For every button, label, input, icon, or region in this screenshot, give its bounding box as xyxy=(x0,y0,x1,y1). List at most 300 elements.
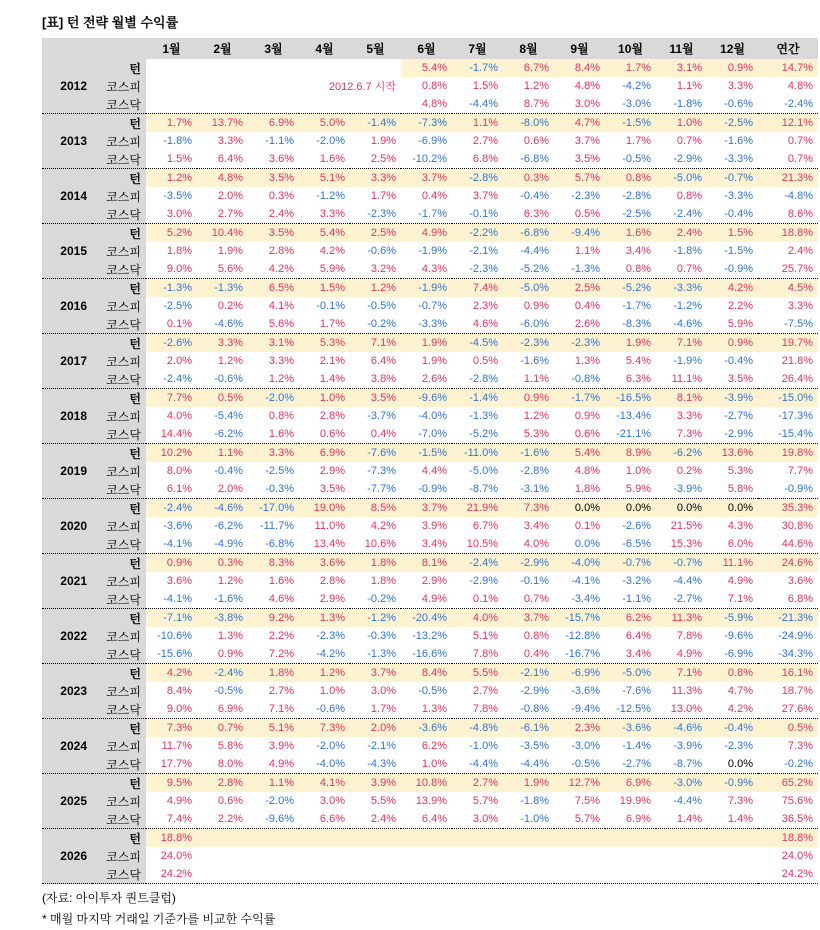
return-cell: -5.2% xyxy=(605,279,656,298)
return-cell: 6.9% xyxy=(625,813,651,825)
series-label: 코스피 xyxy=(92,627,146,645)
return-cell: -6.8% xyxy=(520,153,549,165)
return-cell: 4.2% xyxy=(707,279,758,298)
annual-return-cell: 7.3% xyxy=(787,740,813,752)
annual-return-cell: 27.6% xyxy=(781,703,813,715)
return-cell: 6.9% xyxy=(217,703,243,715)
return-cell: 1.5% xyxy=(299,279,350,298)
return-cell: 3.3% xyxy=(350,169,401,188)
table-row xyxy=(42,279,818,298)
series-label: 턴 xyxy=(92,774,146,793)
return-cell: 0.0% xyxy=(656,499,707,518)
return-cell: -2.3% xyxy=(724,740,753,752)
return-cell: 1.6% xyxy=(605,224,656,243)
return-cell xyxy=(605,847,656,865)
return-cell: 1.9% xyxy=(217,245,243,257)
return-cell: 6.9% xyxy=(605,774,656,793)
return-cell: 11.1% xyxy=(707,554,758,573)
return-cell: -2.9% xyxy=(469,575,498,587)
month-header: 10월 xyxy=(605,38,656,59)
table-row xyxy=(42,315,818,334)
return-cell: 5.6% xyxy=(268,318,294,330)
return-cell: 1.9% xyxy=(370,135,396,147)
return-cell: 4.6% xyxy=(472,318,498,330)
annual-return-cell: 24.6% xyxy=(758,554,818,573)
return-cell: 5.7% xyxy=(472,795,498,807)
table-row xyxy=(42,77,818,95)
return-cell: -1.4% xyxy=(350,114,401,133)
return-cell: 1.3% xyxy=(217,630,243,642)
return-cell: 7.1% xyxy=(268,703,294,715)
return-cell: 1.6% xyxy=(319,153,345,165)
return-cell: -4.1% xyxy=(571,575,600,587)
return-cell: 6.3% xyxy=(625,373,651,385)
table-row xyxy=(42,792,818,810)
table-row xyxy=(42,480,818,499)
return-cell: -1.9% xyxy=(418,245,447,257)
return-cell: 1.7% xyxy=(625,135,651,147)
return-cell: -0.5% xyxy=(367,300,396,312)
return-cell: 13.9% xyxy=(415,795,447,807)
return-cell: -2.6% xyxy=(622,520,651,532)
return-cell: 9.5% xyxy=(146,774,197,793)
return-cell: -0.4% xyxy=(214,465,243,477)
series-label: 코스닥 xyxy=(92,865,146,884)
series-label: 턴 xyxy=(92,499,146,518)
return-cell: 8.1% xyxy=(656,389,707,408)
return-cell: 4.2% xyxy=(146,664,197,683)
year-label: 2019 xyxy=(42,444,92,499)
return-cell: -2.8% xyxy=(452,169,503,188)
return-cell: -2.9% xyxy=(503,554,554,573)
annual-return-cell: 0.7% xyxy=(787,153,813,165)
annual-return-cell: 16.1% xyxy=(758,664,818,683)
return-cell: 1.2% xyxy=(217,355,243,367)
series-label: 코스닥 xyxy=(92,480,146,499)
return-cell: -0.2% xyxy=(367,318,396,330)
series-label: 턴 xyxy=(92,554,146,573)
return-cell xyxy=(299,59,350,77)
return-cell: 7.8% xyxy=(676,630,702,642)
return-cell: 1.7% xyxy=(605,59,656,77)
return-cell: 4.3% xyxy=(727,520,753,532)
return-cell: 3.7% xyxy=(574,135,600,147)
return-cell: 24.2% xyxy=(160,868,192,880)
return-cell xyxy=(146,59,197,77)
month-header: 6월 xyxy=(401,38,452,59)
return-cell xyxy=(248,59,299,77)
annual-return-cell: 18.8% xyxy=(758,224,818,243)
return-cell: -0.2% xyxy=(367,593,396,605)
year-label: 2025 xyxy=(42,774,92,829)
return-cell: 5.3% xyxy=(523,428,549,440)
return-cell: 5.2% xyxy=(146,224,197,243)
return-cell: 4.9% xyxy=(268,758,294,770)
return-cell: -1.6% xyxy=(214,593,243,605)
return-cell: 6.4% xyxy=(625,630,651,642)
return-cell: -0.9% xyxy=(707,774,758,793)
return-cell: -2.5% xyxy=(163,300,192,312)
return-cell: -5.0% xyxy=(503,279,554,298)
return-cell: -1.0% xyxy=(469,740,498,752)
annual-return-cell: 26.4% xyxy=(781,373,813,385)
table-row xyxy=(42,810,818,829)
table-row xyxy=(42,774,818,793)
return-cell: 8.1% xyxy=(401,554,452,573)
return-cell xyxy=(452,829,503,848)
series-label: 코스피 xyxy=(92,792,146,810)
return-cell: 0.3% xyxy=(197,554,248,573)
table-row xyxy=(42,462,818,480)
return-cell: 0.8% xyxy=(421,80,447,92)
return-cell: 0.1% xyxy=(472,593,498,605)
return-cell: -1.8% xyxy=(163,135,192,147)
return-cell: 0.0% xyxy=(605,499,656,518)
return-cell: 6.9% xyxy=(299,444,350,463)
return-cell: 4.2% xyxy=(370,520,396,532)
return-cell: -7.3% xyxy=(367,465,396,477)
annual-return-cell: 14.7% xyxy=(758,59,818,77)
return-cell: -4.4% xyxy=(469,98,498,110)
return-cell: 3.3% xyxy=(319,208,345,220)
return-cell: 1.9% xyxy=(605,334,656,353)
series-label: 턴 xyxy=(92,114,146,133)
return-cell: 0.7% xyxy=(676,263,702,275)
return-cell: 11.7% xyxy=(161,740,192,752)
annual-return-cell: -21.3% xyxy=(758,609,818,628)
return-cell: -1.5% xyxy=(401,444,452,463)
return-cell: -6.9% xyxy=(554,664,605,683)
series-label: 코스닥 xyxy=(92,700,146,719)
return-cell: 11.3% xyxy=(656,609,707,628)
table-row xyxy=(42,169,818,188)
return-cell: -5.4% xyxy=(214,410,243,422)
series-label: 코스닥 xyxy=(92,590,146,609)
return-cell: -2.7% xyxy=(724,410,753,422)
return-cell: 7.3% xyxy=(299,719,350,738)
return-cell xyxy=(503,829,554,848)
return-cell: -6.8% xyxy=(503,224,554,243)
series-label: 코스피 xyxy=(92,737,146,755)
return-cell: 1.1% xyxy=(248,774,299,793)
series-label: 코스피 xyxy=(92,682,146,700)
return-cell: -3.8% xyxy=(197,609,248,628)
return-cell: 13.6% xyxy=(707,444,758,463)
return-cell: -1.3% xyxy=(197,279,248,298)
return-cell: -13.4% xyxy=(616,410,651,422)
return-cell: 3.0% xyxy=(370,685,396,697)
return-cell: 2.5% xyxy=(554,279,605,298)
return-cell xyxy=(248,847,299,865)
annual-return-cell: 36.5% xyxy=(781,813,813,825)
series-label: 턴 xyxy=(92,719,146,738)
series-label: 코스피 xyxy=(92,517,146,535)
return-cell: 0.3% xyxy=(503,169,554,188)
annual-return-cell: 25.7% xyxy=(781,263,813,275)
return-cell xyxy=(197,865,248,884)
return-cell: 3.4% xyxy=(625,245,651,257)
return-cell: -2.3% xyxy=(503,334,554,353)
return-cell: 2.2% xyxy=(268,630,294,642)
return-cell: 8.0% xyxy=(217,758,243,770)
return-cell xyxy=(554,865,605,884)
return-cell: -11.0% xyxy=(452,444,503,463)
table-row xyxy=(42,737,818,755)
series-label: 코스닥 xyxy=(92,315,146,334)
return-cell: 1.5% xyxy=(166,153,192,165)
return-cell: -4.6% xyxy=(197,499,248,518)
return-cell: -7.1% xyxy=(146,609,197,628)
return-cell xyxy=(248,95,299,114)
return-cell: -2.5% xyxy=(265,465,294,477)
return-cell: 0.9% xyxy=(523,300,549,312)
annual-return-cell: 44.6% xyxy=(781,538,813,550)
return-cell xyxy=(503,865,554,884)
return-cell: -1.3% xyxy=(571,263,600,275)
return-cell: -4.1% xyxy=(163,593,192,605)
return-cell: 5.8% xyxy=(217,740,243,752)
source-note: (자료: 아이투자 퀀트클럽) xyxy=(42,891,176,905)
return-cell: 0.2% xyxy=(217,300,243,312)
return-cell: -3.6% xyxy=(163,520,192,532)
table-header-row xyxy=(42,38,818,59)
return-cell: 14.4% xyxy=(160,428,192,440)
return-cell: -13.2% xyxy=(412,630,447,642)
return-cell: -0.1% xyxy=(469,208,498,220)
return-cell: 6.4% xyxy=(421,813,447,825)
return-cell: 2.2% xyxy=(217,813,243,825)
series-label: 코스피 xyxy=(92,352,146,370)
table-row xyxy=(42,572,818,590)
return-cell: -3.6% xyxy=(605,719,656,738)
return-cell: 5.7% xyxy=(574,813,600,825)
series-label: 코스닥 xyxy=(92,755,146,774)
return-cell: -5.0% xyxy=(469,465,498,477)
return-cell: 0.9% xyxy=(707,59,758,77)
return-cell: -0.1% xyxy=(520,575,549,587)
return-cell: 1.5% xyxy=(707,224,758,243)
month-header: 9월 xyxy=(554,38,605,59)
return-cell: -2.5% xyxy=(707,114,758,133)
return-cell: 6.4% xyxy=(217,153,243,165)
return-cell: 6.5% xyxy=(248,279,299,298)
return-cell: -0.7% xyxy=(418,300,447,312)
return-cell: 1.4% xyxy=(727,813,753,825)
return-cell: 7.2% xyxy=(268,648,294,660)
return-cell: 3.3% xyxy=(727,80,753,92)
return-cell: -0.5% xyxy=(571,758,600,770)
return-cell: -0.9% xyxy=(418,483,447,495)
return-cell: 13.7% xyxy=(197,114,248,133)
return-cell: -3.5% xyxy=(163,190,192,202)
year-label: 2014 xyxy=(42,169,92,224)
return-cell: 3.1% xyxy=(656,59,707,77)
return-cell: 1.9% xyxy=(503,774,554,793)
return-cell: -1.4% xyxy=(452,389,503,408)
return-cell: 0.7% xyxy=(197,719,248,738)
table-row xyxy=(42,205,818,224)
return-cell: -2.1% xyxy=(367,740,396,752)
return-cell: -3.3% xyxy=(656,279,707,298)
series-label: 턴 xyxy=(92,829,146,848)
return-cell: 2.7% xyxy=(452,774,503,793)
month-header: 4월 xyxy=(299,38,350,59)
year-label: 2015 xyxy=(42,224,92,279)
series-label: 코스닥 xyxy=(92,370,146,389)
series-label: 코스닥 xyxy=(92,645,146,664)
return-cell: -2.4% xyxy=(197,664,248,683)
return-cell xyxy=(452,847,503,865)
return-cell: 7.3% xyxy=(727,795,753,807)
return-cell: -7.6% xyxy=(622,685,651,697)
return-cell: 2.6% xyxy=(421,373,447,385)
table-row xyxy=(42,132,818,150)
return-cell: 3.0% xyxy=(472,813,498,825)
table-row xyxy=(42,664,818,683)
return-cell: 3.5% xyxy=(350,389,401,408)
return-cell: 1.3% xyxy=(574,355,600,367)
return-cell: 3.8% xyxy=(370,373,396,385)
return-cell: 6.7% xyxy=(472,520,498,532)
return-cell: 2.7% xyxy=(268,685,294,697)
return-cell: -2.1% xyxy=(503,664,554,683)
return-cell: 5.1% xyxy=(472,630,498,642)
table-row xyxy=(42,224,818,243)
return-cell: -16.7% xyxy=(565,648,600,660)
annual-return-cell: -15.4% xyxy=(778,428,813,440)
return-cell: -1.6% xyxy=(503,444,554,463)
return-cell: 6.2% xyxy=(421,740,447,752)
annual-return-cell: 30.8% xyxy=(781,520,813,532)
return-cell: 2.8% xyxy=(268,245,294,257)
return-cell: 7.4% xyxy=(452,279,503,298)
return-cell: -16.6% xyxy=(412,648,447,660)
return-cell: 1.2% xyxy=(268,373,294,385)
return-cell: 3.6% xyxy=(299,554,350,573)
return-cell: -0.4% xyxy=(707,719,758,738)
return-cell: 7.3% xyxy=(146,719,197,738)
return-cell: -0.9% xyxy=(724,263,753,275)
return-cell: -4.6% xyxy=(214,318,243,330)
table-row xyxy=(42,242,818,260)
return-cell: 1.1% xyxy=(574,245,600,257)
return-cell: -2.0% xyxy=(248,389,299,408)
return-cell: -4.4% xyxy=(520,758,549,770)
return-cell: 8.4% xyxy=(554,59,605,77)
return-cell xyxy=(350,865,401,884)
return-cell xyxy=(707,847,758,865)
return-cell: -6.0% xyxy=(520,318,549,330)
return-cell: -1.8% xyxy=(673,245,702,257)
return-cell: -0.7% xyxy=(605,554,656,573)
annual-return-cell: -0.2% xyxy=(784,758,813,770)
return-cell: 4.8% xyxy=(421,98,447,110)
return-cell: -2.0% xyxy=(316,135,345,147)
return-cell: -12.5% xyxy=(616,703,651,715)
year-label: 2017 xyxy=(42,334,92,389)
return-cell xyxy=(605,865,656,884)
return-cell: -3.0% xyxy=(656,774,707,793)
table-row xyxy=(42,150,818,169)
return-cell: -4.1% xyxy=(163,538,192,550)
return-cell: -2.1% xyxy=(469,245,498,257)
return-cell: -0.6% xyxy=(214,373,243,385)
return-cell: 7.1% xyxy=(656,334,707,353)
return-cell: 1.6% xyxy=(268,575,294,587)
return-cell: 0.9% xyxy=(574,410,600,422)
return-cell: 1.2% xyxy=(350,279,401,298)
return-cell: 7.1% xyxy=(350,334,401,353)
return-cell: -4.8% xyxy=(452,719,503,738)
return-cell: 1.7% xyxy=(146,114,197,133)
return-cell: 2.9% xyxy=(421,575,447,587)
series-label: 코스닥 xyxy=(92,425,146,444)
method-note: * 매월 마지막 거래일 기준가를 비교한 수익률 xyxy=(42,912,276,926)
return-cell: 4.3% xyxy=(421,263,447,275)
return-cell: -4.0% xyxy=(554,554,605,573)
return-cell: 0.8% xyxy=(523,630,549,642)
annual-return-cell: 3.3% xyxy=(787,300,813,312)
return-cell: -1.1% xyxy=(622,593,651,605)
return-cell: -11.7% xyxy=(259,520,294,532)
return-cell: 6.2% xyxy=(605,609,656,628)
annual-return-cell: -17.3% xyxy=(778,410,813,422)
return-cell: 1.2% xyxy=(146,169,197,188)
return-cell: 3.7% xyxy=(503,609,554,628)
year-label: 2023 xyxy=(42,664,92,719)
return-cell: 0.5% xyxy=(472,355,498,367)
return-cell: 5.7% xyxy=(554,169,605,188)
return-cell: -1.9% xyxy=(673,355,702,367)
return-cell: 1.2% xyxy=(217,575,243,587)
return-cell: -0.7% xyxy=(707,169,758,188)
table-row xyxy=(42,370,818,389)
table-row xyxy=(42,352,818,370)
return-cell: 2.8% xyxy=(197,774,248,793)
return-cell: 0.7% xyxy=(676,135,702,147)
series-label: 턴 xyxy=(92,334,146,353)
return-cell: -9.6% xyxy=(724,630,753,642)
month-header: 3월 xyxy=(248,38,299,59)
return-cell: 2.8% xyxy=(319,575,345,587)
return-cell xyxy=(248,865,299,884)
return-cell: 2.3% xyxy=(554,719,605,738)
return-cell: -3.9% xyxy=(673,740,702,752)
return-cell xyxy=(401,865,452,884)
return-cell: 1.4% xyxy=(676,813,702,825)
series-label: 코스닥 xyxy=(92,205,146,224)
month-header: 11월 xyxy=(656,38,707,59)
return-cell: 0.8% xyxy=(268,410,294,422)
return-cell: 3.0% xyxy=(574,98,600,110)
return-cell: 1.2% xyxy=(523,410,549,422)
return-cell: -2.4% xyxy=(673,208,702,220)
return-cell: 3.7% xyxy=(401,169,452,188)
return-cell: 0.8% xyxy=(707,664,758,683)
return-cell: -5.0% xyxy=(605,664,656,683)
return-cell: -6.2% xyxy=(656,444,707,463)
return-cell: 2.7% xyxy=(472,135,498,147)
return-cell: 0.0% xyxy=(727,758,753,770)
series-label: 턴 xyxy=(92,59,146,77)
return-cell: -4.5% xyxy=(452,334,503,353)
table-row xyxy=(42,499,818,518)
return-cell: 3.5% xyxy=(574,153,600,165)
table-row xyxy=(42,95,818,114)
return-cell: -1.7% xyxy=(622,300,651,312)
return-cell: 5.8% xyxy=(727,483,753,495)
return-cell: 0.8% xyxy=(625,263,651,275)
